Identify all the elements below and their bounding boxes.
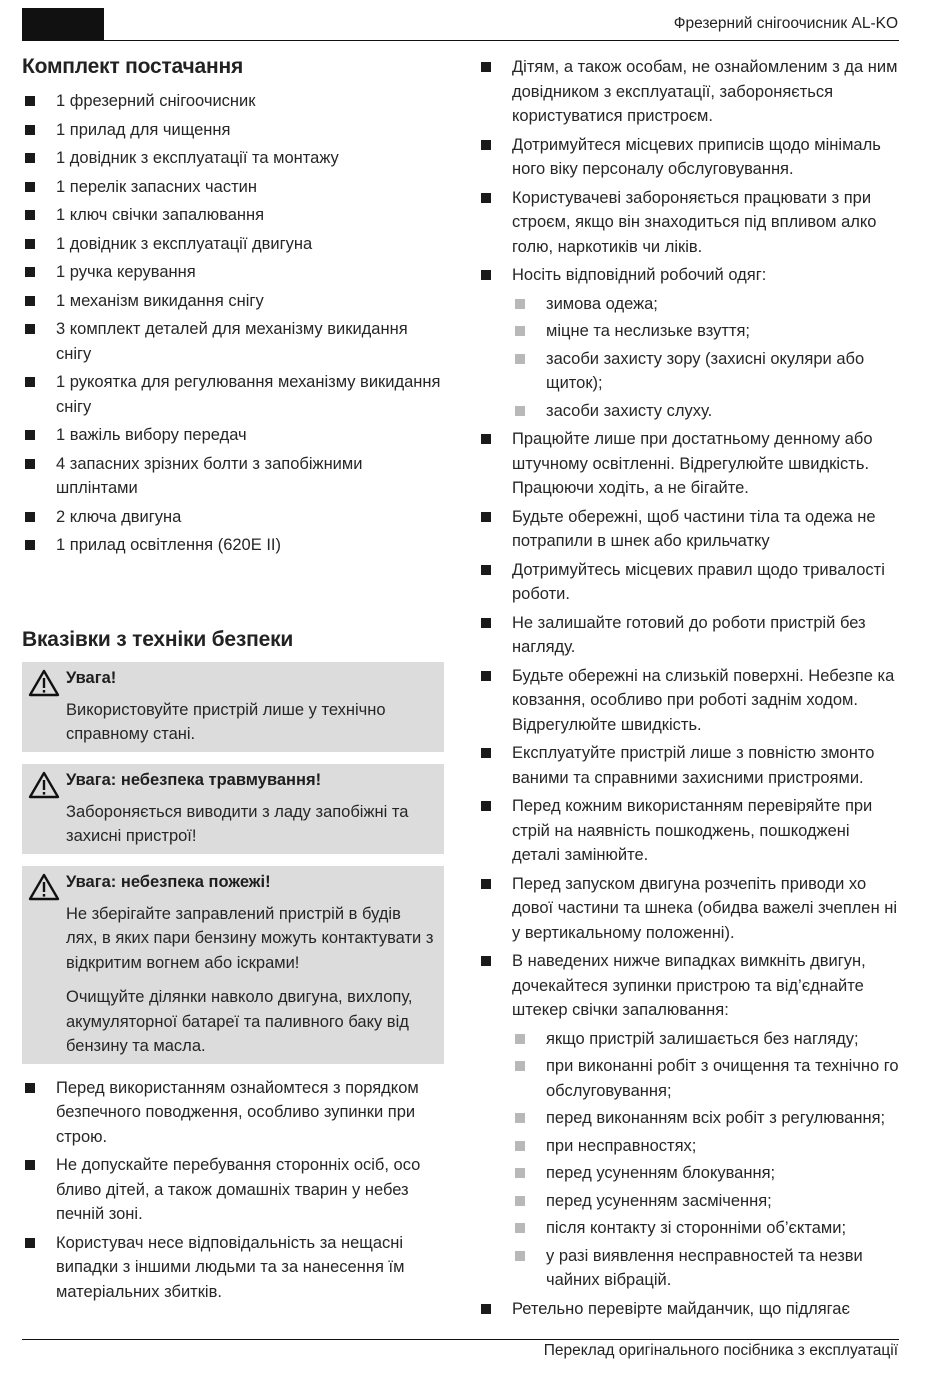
- list-item: Не залишайте готовий до роботи пристрій без нагляду.: [478, 611, 900, 660]
- left-column: [22, 55, 444, 1308]
- sub-list-item: у разі виявлення несправностей та незви чайних вібрацій.: [512, 1244, 900, 1293]
- sub-list-item: міцне та неслизьке взуття;: [512, 319, 900, 344]
- list-item: Перед кожним використанням перевіряйте при стрій на наявність пошкоджень, пошкоджені деталі замінюйте.: [478, 794, 900, 868]
- safety-heading: Вказівки з техніки безпеки: [22, 627, 294, 651]
- list-item: Будьте обережні, щоб частини тіла та одежа не потрапили в шнек або крильчатку: [478, 505, 900, 554]
- list-item: Дотримуйтеся місцевих приписів щодо мінімаль ного віку персоналу обслуговування.: [478, 133, 900, 182]
- sub-list-item: при виконанні робіт з очищення та технічно го обслуговування;: [512, 1054, 900, 1103]
- sub-list-item: перед усуненням засмічення;: [512, 1189, 900, 1214]
- delivery-heading: Комплект постачання: [22, 55, 244, 78]
- list-item: 1 фрезерний снігоочисник: [22, 89, 444, 114]
- list-item: 1 ключ свічки запалювання: [22, 203, 444, 228]
- header-black-block: [22, 8, 104, 40]
- list-item: Експлуатуйте пристрій лише з повністю змонто ваними та справними захисними пристроями.: [478, 741, 900, 790]
- warning-triangle-icon: [28, 873, 60, 901]
- list-item: Користувачеві забороняється працювати з при строєм, якщо він знаходиться під впливом алко голю, наркотиків чи ліків.: [478, 186, 900, 260]
- list-item: Працюйте лише при достатньому денному або штучному освітленні. Відрегулюйте швидкість. Працюючи ходіть, а не бігайте.: [478, 427, 900, 501]
- list-item: Дітям, а також особам, не ознайомленим з да ним довідником з експлуатації, забороняється користуватися пристроєм.: [478, 55, 900, 129]
- warning-box: [22, 866, 444, 1064]
- list-item: 1 рукоятка для регулювання механізму викидання снігу: [22, 370, 444, 419]
- sub-list-item: засоби захисту зору (захисні окуляри або щиток);: [512, 347, 900, 396]
- warning-title: Увага: небезпека пожежі!: [66, 872, 271, 891]
- list-item: 1 довідник з експлуатації та монтажу: [22, 146, 444, 171]
- sub-list-item: перед виконанням всіх робіт з регулювання;: [512, 1106, 900, 1131]
- safety-list: [22, 1076, 444, 1305]
- sub-list-item: засоби захисту слуху.: [512, 399, 900, 424]
- warning-triangle-icon: [28, 771, 60, 799]
- safety-section: [22, 628, 444, 1305]
- warning-text: Забороняється виводити з ладу запобіжні та захисні пристрої!: [66, 802, 409, 845]
- list-item: 2 ключа двигуна: [22, 505, 444, 530]
- sub-list-item: якщо пристрій залишається без нагляду;: [512, 1027, 900, 1052]
- warning-text: Не зберігайте заправлений пристрій в будів лях, в яких пари бензину можуть контактувати з відкритим вогнем або іскрами!: [66, 904, 434, 972]
- list-item: В наведених нижче випадках вимкніть двигун, дочекайтеся зупинки пристрою та від’єднайте штекер свічки запалювання: якщо пристрій залишається без нагляду; при виконанні робіт з очищення та технічно го обслуговування; перед виконанням всіх робіт з регулювання; при несправностях; перед усуненням блокування; перед усуненням засмічення; після контакту зі сторонніми об’єктами; у разі виявлення несправностей та незви чайних вібрацій.: [478, 949, 900, 1293]
- footer-text: Переклад оригінального посібника з експлуатації: [543, 1342, 898, 1359]
- list-item: Перед використанням ознайомтеся з порядком безпечного поводження, особливо зупинки при строю.: [22, 1076, 444, 1150]
- list-item: 1 прилад освітлення (620E II): [22, 533, 444, 558]
- list-item: 4 запасних зрізних болти з запобіжними шплінтами: [22, 452, 444, 501]
- list-item: 3 комплект деталей для механізму викидання снігу: [22, 317, 444, 366]
- list-item: Будьте обережні на слизькій поверхні. Небезпе ка ковзання, особливо при роботі заднім ходом. Відрегулюйте швидкість.: [478, 664, 900, 738]
- clothing-sublist: [512, 292, 900, 424]
- list-item: Ретельно перевірте майданчик, що підлягає: [478, 1297, 900, 1322]
- warning-title: Увага!: [66, 668, 117, 687]
- warning-text: Використовуйте пристрій лише у технічно справному стані.: [66, 700, 386, 743]
- list-item: Не допускайте перебування сторонніх осіб, осо бливо дітей, а також домашніх тварин у небез печній зоні.: [22, 1153, 444, 1227]
- warning-box: [22, 764, 444, 854]
- warning-triangle-icon: [28, 669, 60, 697]
- list-item: Користувач несе відповідальність за нещасні випадки з іншими людьми та за нанесення їм матеріальних збитків.: [22, 1231, 444, 1305]
- warning-text-secondary: Очищуйте ділянки навколо двигуна, вихлопу, акумуляторної батареї та паливного баку від бензину та масла.: [66, 988, 413, 1055]
- header-divider: [22, 40, 899, 41]
- list-item: 1 довідник з експлуатації двигуна: [22, 232, 444, 257]
- safety-list-continued: [478, 55, 900, 1321]
- sub-list-item: при несправностях;: [512, 1134, 900, 1159]
- list-item: 1 перелік запасних частин: [22, 175, 444, 200]
- list-item: 1 прилад для чищення: [22, 118, 444, 143]
- list-item: Перед запуском двигуна розчепіть приводи хо дової частини та шнека (обидва важелі зчеплен ні у вертикальному положенні).: [478, 872, 900, 946]
- sub-list-item: після контакту зі сторонніми об’єктами;: [512, 1216, 900, 1241]
- delivery-list: [22, 89, 444, 558]
- header-title: Фрезерний снігоочисник AL-KO: [673, 15, 898, 32]
- right-column: [478, 55, 900, 1325]
- list-item: Дотримуйтесь місцевих правил щодо тривалості роботи.: [478, 558, 900, 607]
- list-item: 1 важіль вибору передач: [22, 423, 444, 448]
- warning-box: [22, 662, 444, 752]
- warning-title: Увага: небезпека травмування!: [66, 770, 322, 789]
- sub-list-item: перед усуненням блокування;: [512, 1161, 900, 1186]
- list-item: Носіть відповідний робочий одяг: зимова одежа; міцне та неслизьке взуття; засоби захисту зору (захисні окуляри або щиток); засоби захисту слуху.: [478, 263, 900, 423]
- stop-engine-sublist: [512, 1027, 900, 1293]
- sub-list-item: зимова одежа;: [512, 292, 900, 317]
- list-item: 1 ручка керування: [22, 260, 444, 285]
- list-item: 1 механізм викидання снігу: [22, 289, 444, 314]
- footer-divider: [22, 1339, 899, 1340]
